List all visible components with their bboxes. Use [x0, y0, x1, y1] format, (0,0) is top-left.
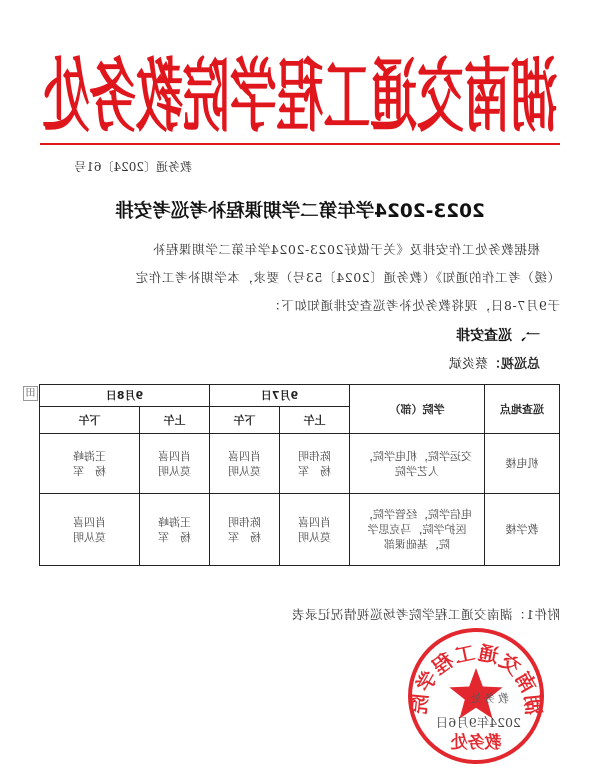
table-handle-icon[interactable]: 田: [23, 386, 38, 401]
header-day-1-afternoon: 下午: [210, 407, 280, 434]
overall-inspector-label: 总巡视：: [487, 357, 540, 372]
overall-inspector-name: 蔡炎斌: [448, 357, 488, 372]
letterhead-rule: [40, 143, 560, 145]
college-line: 电信学院，经管学院，: [362, 508, 472, 521]
overall-inspector: [449, 353, 540, 372]
day-1-morning-inspectors: [280, 494, 350, 566]
college-line: 人艺学院: [395, 464, 439, 478]
inspector-name: 莫从明: [298, 530, 331, 544]
inspector-name: 肖四喜: [158, 449, 191, 463]
row-location: 机电楼: [485, 434, 560, 494]
day-2-afternoon-inspectors: [40, 434, 140, 494]
header-day-2-morning: 上午: [140, 407, 210, 434]
paragraph-line-1: 根据教务处工作安排及《关于做好2023-2024学年第二学期课程补: [152, 242, 540, 257]
header-day-2: 9月8日: [40, 385, 210, 407]
day-1-afternoon-inspectors: [210, 494, 280, 566]
day-1-morning-inspectors: [280, 434, 350, 494]
svg-text:湖南交通工程学院: 湖南交通工程学院: [406, 640, 546, 717]
inspector-name: 莫从明: [228, 464, 261, 478]
row-college: [350, 494, 485, 566]
table-row: [40, 434, 560, 494]
svg-text:教务处: 教务处: [450, 733, 502, 753]
signature-office: 教务处: [467, 692, 509, 705]
header-location: 巡查地点: [485, 385, 560, 434]
header-college: 学院（部）: [350, 385, 485, 434]
day-2-morning-inspectors: [140, 494, 210, 566]
inspector-name: 杨 军: [228, 530, 261, 544]
inspector-name: 肖四喜: [228, 449, 261, 463]
inspector-name: 莫从明: [73, 530, 106, 544]
letterhead-title: [40, 42, 560, 143]
inspector-name: 杨 军: [73, 464, 106, 478]
inspector-name: 杨 军: [158, 530, 191, 544]
inspector-name: 王海峰: [73, 449, 106, 463]
paragraph-line-2: （缓）考工作的通知》（教务通〔2024〕53号）要求，本学期补考工作定: [135, 270, 560, 285]
day-2-morning-inspectors: [140, 434, 210, 494]
inspector-name: 杨 军: [298, 464, 331, 478]
table-row: [40, 494, 560, 566]
inspector-name: 陈伟明: [298, 449, 331, 463]
header-day-1-morning: 上午: [280, 407, 350, 434]
college-line: 交运学院，机电学院，: [362, 449, 472, 463]
college-line: 院，基础课部: [384, 538, 450, 551]
header-day-2-afternoon: 下午: [40, 407, 140, 434]
day-2-afternoon-inspectors: [40, 494, 140, 566]
document-title: 2023-2024学年第二学期课程补考巡考安排: [115, 201, 485, 222]
header-day-1: 9月7日: [210, 385, 350, 407]
paragraph-line-3: 于9月7-8日，现将教务处补考巡查安排通知如下：: [267, 298, 560, 313]
inspector-name: 肖四喜: [73, 515, 106, 529]
inspector-name: 陈伟明: [228, 515, 261, 529]
attachment-note: 附件1：湖南交通工程学院考场巡视情况记录表: [291, 607, 560, 622]
inspector-name: 王海峰: [158, 515, 191, 529]
inspector-name: 肖四喜: [298, 515, 331, 529]
signature-date: 2024年9月6日: [435, 715, 521, 730]
inspection-schedule-table: [39, 384, 560, 566]
section-heading: 一、巡查安排: [456, 328, 540, 344]
letterhead-text: 湖南交通工程学院教务处: [42, 49, 558, 143]
row-college: [350, 434, 485, 494]
document-number: 教务通〔2024〕61号: [74, 160, 192, 174]
inspector-name: 莫从明: [158, 464, 191, 478]
day-1-afternoon-inspectors: [210, 434, 280, 494]
table-header-row: [40, 385, 560, 407]
row-location: 教学楼: [485, 494, 560, 566]
college-line: 医护学院，马克思学: [367, 523, 467, 536]
